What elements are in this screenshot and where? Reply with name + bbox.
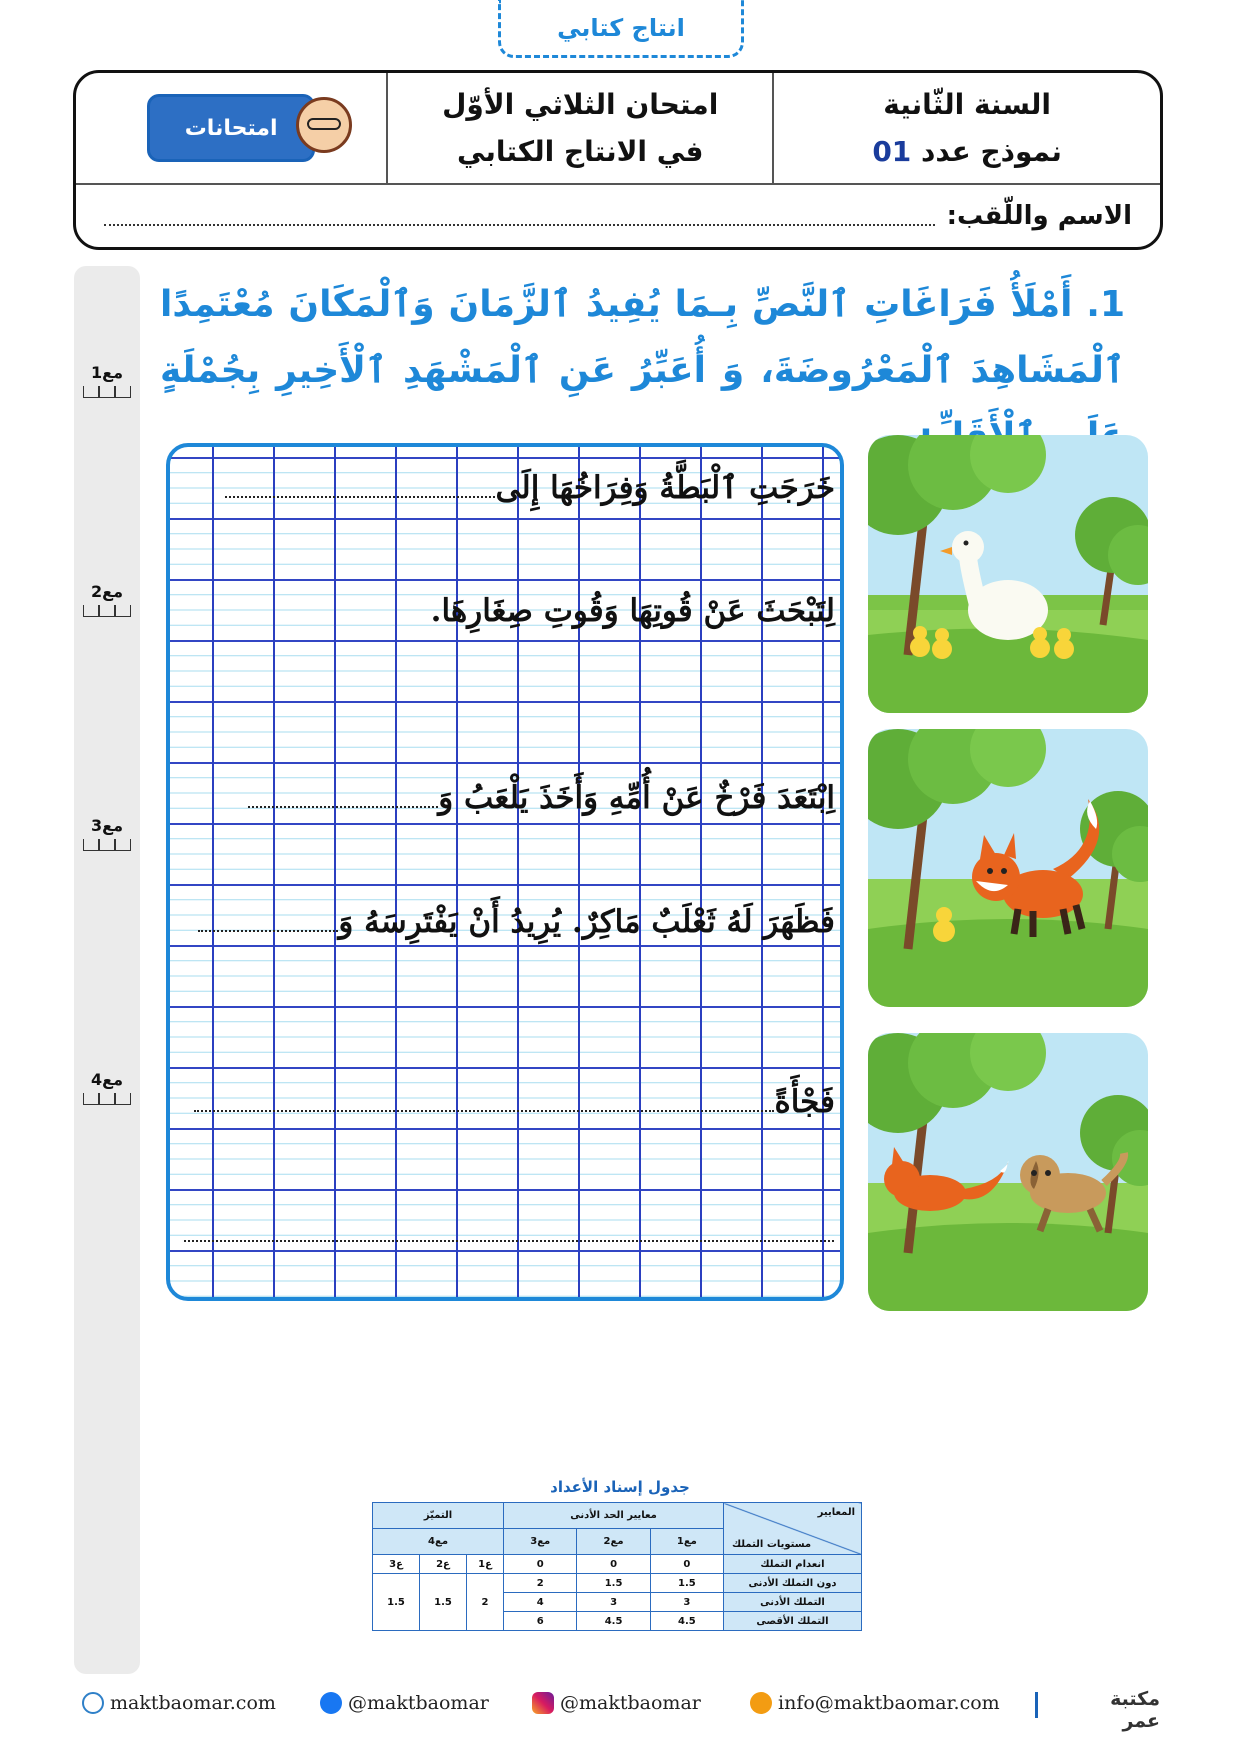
- website-link[interactable]: maktbaomar.com: [82, 1692, 276, 1714]
- instagram-icon: [532, 1692, 554, 1714]
- grading-sidebar: [74, 266, 140, 1674]
- section-tab: انتاج كتابي: [498, 0, 744, 58]
- instruction: 1. أَمْلَأُ فَرَاغَاتِ ٱلنَّصِّ بِـمَا يُفِيدُ ٱلزَّمَانَ وَٱلْمَكَانَ مُعْتَمِدًا ٱلْمَشَاهِدَ ٱلْمَعْرُوضَةَ، وَ أُعَبِّرُ عَنِ ٱلْمَشْهَدِ ٱلْأَخِيرِ بِجُمْلَةٍ: [160, 284, 1125, 391]
- scene-dog-chasing-fox: [868, 1033, 1148, 1311]
- exam-title: امتحان الثلاثي الأوّل: [442, 88, 719, 121]
- blank-2[interactable]: [248, 806, 438, 808]
- exam-title-cell: [388, 73, 774, 183]
- model-number: 01: [872, 135, 912, 168]
- footer-divider: [1035, 1692, 1038, 1718]
- text-line-1: خَرَجَتِ ٱلْبَطَّةُ وَفِرَاخُهَا إِلَى: [225, 470, 835, 506]
- teacher-mascot-icon: [296, 97, 352, 153]
- scene-fox-duckling: [868, 729, 1148, 1007]
- table-row: دون التملك الأدنى 1.5 1.5 2 2 1.5 1.5: [373, 1574, 862, 1593]
- group-excel-header: التميّز: [373, 1503, 504, 1529]
- criterion-1: مع1: [82, 363, 132, 398]
- criterion-4: مع4: [82, 1070, 132, 1105]
- mail-icon: [750, 1692, 772, 1714]
- model-info: [872, 135, 1062, 168]
- logo-text: امتحانات: [184, 115, 278, 141]
- logo-cell: [76, 73, 388, 183]
- grading-table-title: جدول إسناد الأعداد: [550, 1478, 690, 1496]
- col-header: مع3: [504, 1529, 577, 1555]
- instagram-link[interactable]: @maktbaomar: [532, 1692, 701, 1714]
- exam-header: [73, 70, 1163, 250]
- globe-icon: [82, 1692, 104, 1714]
- table-corner: المعايير مستويات التملك: [724, 1503, 862, 1555]
- blank-4[interactable]: [194, 1110, 774, 1112]
- footer: [80, 1684, 1160, 1732]
- col-header: مع2: [577, 1529, 650, 1555]
- model-label: نموذج عدد: [921, 135, 1062, 168]
- blank-1[interactable]: [225, 496, 495, 498]
- col-header: مع4: [373, 1529, 504, 1555]
- name-row: [76, 185, 1160, 247]
- brand-logo: مكتبة عمر: [1110, 1688, 1160, 1732]
- criterion-3: مع3: [82, 816, 132, 851]
- name-field[interactable]: [104, 222, 935, 226]
- school-year: السنة الثّانية: [883, 88, 1051, 121]
- criterion-2: مع2: [82, 582, 132, 617]
- group-min-header: معايير الحد الأدنى: [504, 1503, 724, 1529]
- text-line-2: لِتَبْحَثَ عَنْ قُوتِهَا وَقُوتِ صِغَارِهَا.: [430, 593, 835, 629]
- text-line-5: فَجْأَةً: [194, 1084, 835, 1120]
- facebook-link[interactable]: @maktbaomar: [320, 1692, 489, 1714]
- email-link[interactable]: info@maktbaomar.com: [750, 1692, 1000, 1714]
- blank-3[interactable]: [198, 930, 338, 932]
- table-row: انعدام التملك 0 0 0 ع1 ع2 ع3: [373, 1555, 862, 1574]
- grade-cell: [774, 73, 1160, 183]
- facebook-icon: [320, 1692, 342, 1714]
- table-row: التملك الأقصى 4.5 4.5 6: [373, 1612, 862, 1631]
- text-line-3: اِبْتَعَدَ فَرْخٌ عَنْ أُمِّهِ وَأَخَذَ يَلْعَبُ وَ: [248, 780, 835, 816]
- scene-duck-ducklings: [868, 435, 1148, 713]
- writing-paper[interactable]: [166, 443, 844, 1301]
- col-header: مع1: [650, 1529, 723, 1555]
- grading-table: [372, 1502, 862, 1631]
- exams-logo: [147, 94, 315, 162]
- blank-5[interactable]: [184, 1240, 834, 1242]
- text-line-4: فَظَهَرَ لَهُ ثَعْلَبٌ مَاكِرٌ. يُرِيدُ أَنْ يَفْتَرِسَهُ وَ: [198, 904, 835, 940]
- exam-subject: في الانتاج الكتابي: [457, 135, 704, 168]
- table-row: التملك الأدنى 3 3 4: [373, 1593, 862, 1612]
- name-label: الاسم واللّقب:: [946, 201, 1132, 231]
